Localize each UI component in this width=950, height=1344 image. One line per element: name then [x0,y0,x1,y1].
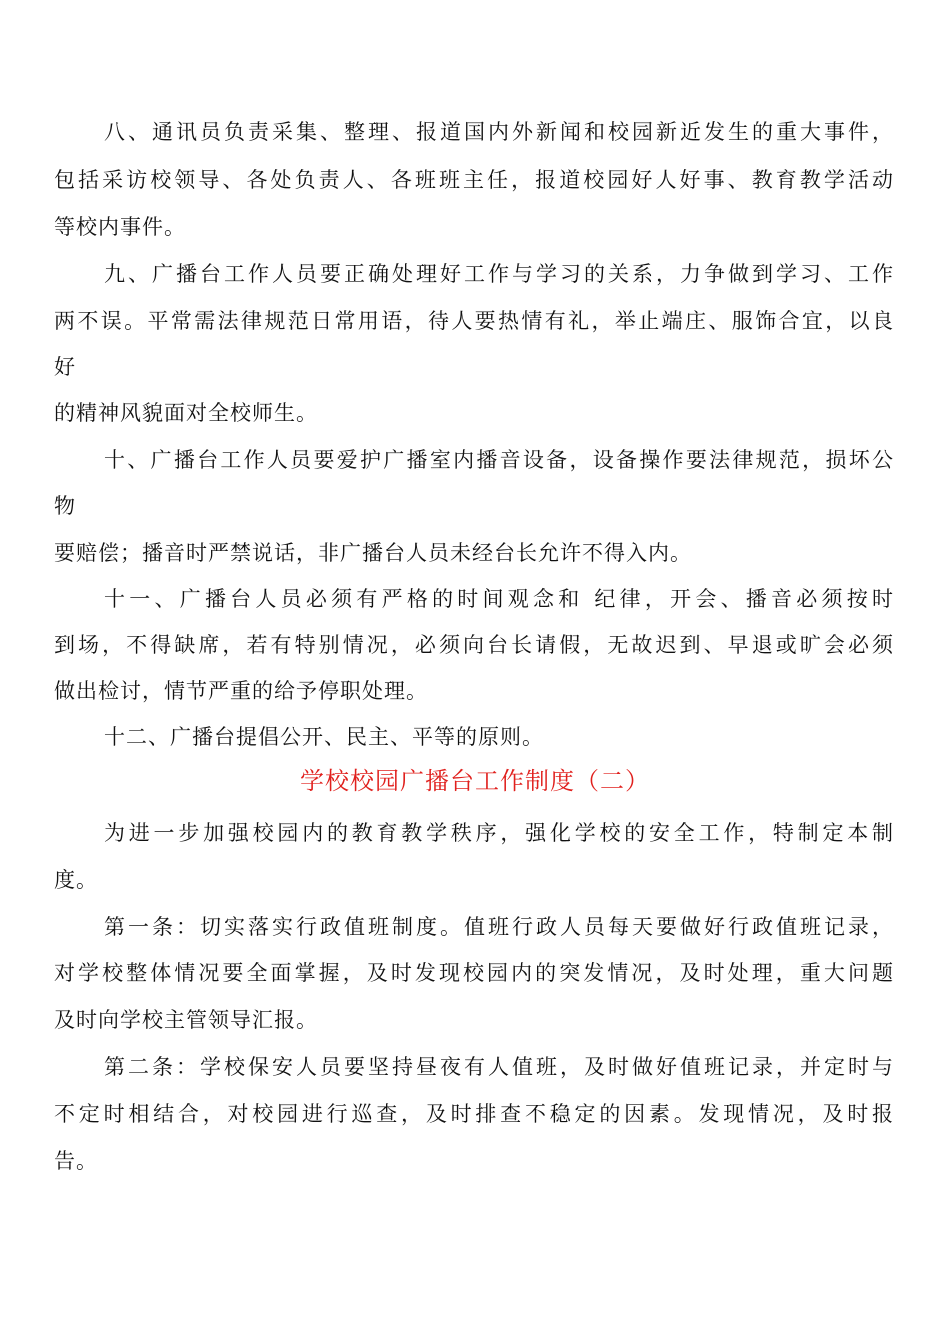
paragraph-line: 做出检讨，情节严重的给予停职处理。 [54,679,428,703]
paragraph-line: 九、广播台工作人员要正确处理好工作与学习的关系，力争做到学习、工作 [104,262,894,286]
section-title: 学校校园广播台工作制度（二） [300,767,650,795]
paragraph-line: 第一条：切实落实行政值班制度。值班行政人员每天要做好行政值班记录， [104,915,894,939]
paragraph-line: 到场，不得缺席，若有特别情况，必须向台长请假，无故迟到、早退或旷会必须 [54,633,894,657]
paragraph-line: 不定时相结合，对校园进行巡查，及时排查不稳定的因素。发现情况，及时报 [54,1102,894,1126]
paragraph-line: 度。 [54,868,98,892]
paragraph-line: 要赔偿；播音时严禁说话，非广播台人员未经台长允许不得入内。 [54,541,692,565]
paragraph-line: 两不误。平常需法律规范日常用语，待人要热情有礼，举止端庄、服饰合宜，以良 [54,309,894,333]
paragraph-line: 十二、广播台提倡公开、民主、平等的原则。 [104,725,544,749]
paragraph-line: 十一、广播台人员必须有严格的时间观念和 纪律，开会、播音必须按时 [104,587,894,611]
paragraph-line: 告。 [54,1149,98,1173]
paragraph-line: 十、广播台工作人员要爱护广播室内播音设备，设备操作要法律规范，损坏公 [104,448,894,472]
paragraph-line: 为进一步加强校园内的教育教学秩序，强化学校的安全工作，特制定本制 [104,821,894,845]
paragraph-line: 八、通讯员负责采集、整理、报道国内外新闻和校园新近发生的重大事件， [104,120,894,144]
paragraph-line: 物 [54,494,76,518]
paragraph-line: 及时向学校主管领导汇报。 [54,1008,318,1032]
paragraph-line: 等校内事件。 [54,215,186,239]
paragraph-line: 好 [54,355,76,379]
paragraph-line: 的精神风貌面对全校师生。 [54,401,318,425]
paragraph-line: 对学校整体情况要全面掌握，及时发现校园内的突发情况，及时处理，重大问题 [54,961,894,985]
paragraph-line: 包括采访校领导、各处负责人、各班班主任，报道校园好人好事、教育教学活动 [54,168,894,192]
paragraph-line: 第二条：学校保安人员要坚持昼夜有人值班，及时做好值班记录，并定时与 [104,1055,894,1079]
